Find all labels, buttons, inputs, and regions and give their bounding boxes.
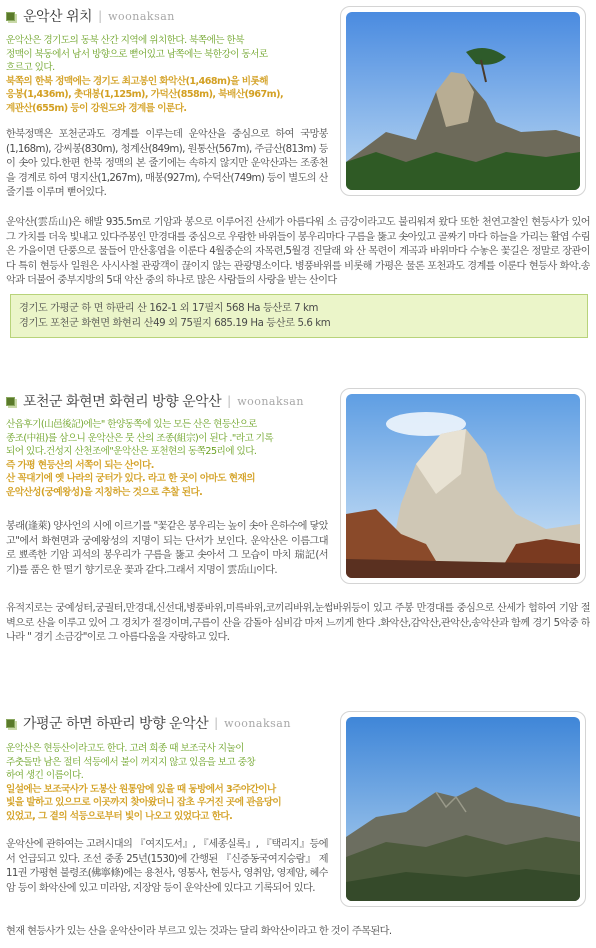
divider: | — [98, 9, 103, 23]
intro-line: 되어 있다.건성지 산천조에"운악산은 포천현의 동쪽25리에 있다. — [6, 446, 257, 458]
intro-text — [6, 418, 306, 500]
body-text: 봉래(逢萊) 양사언의 시에 이르기를 "꽃같은 봉우리는 높이 솟아 은하수에 닿았고"에서 화현면과 궁예왕성의 지명이 되는 단서가 보인다. 운악산은 이름그대로 뾰족한 기암 괴석의 봉우리가 구름을 뚫고 솟아서 그 모습이 마치 瑞記(서기)를 품은 한 떨기 향기로운 꽃과 같다.그래서 지명이 雲岳山이다. — [6, 521, 328, 576]
highlight-line: 북쪽의 한북 정맥에는 경기도 최고봉인 화악산(1,468m)을 비롯해 — [6, 75, 268, 87]
highlight-line: 산 꼭대기에 옛 나라의 궁터가 있다. 라고 한 곳이 아마도 현재의 — [6, 473, 255, 485]
section-title: 운악산 위치 — [23, 9, 93, 25]
highlight-line: 계관산(655m) 등이 강원도와 경계를 이룬다. — [6, 102, 187, 114]
body-text: 운악산에 관하여는 고려시대의 『여지도서』, 『세종실록』, 『택리지』등에서 언급되고 있다. 조선 중종 25년(1530)에 간행된 『신증동국여지승람』 제11권 가평현 불령조(佛寧條)에는 용천사, 영통사, 현등사, 영취암, 영제암, 혜수암 등이 화악산에 있고 미라암, 지장암 등이 운악산에 있다고 기록되어 있다. — [6, 839, 328, 894]
intro-text — [6, 742, 306, 824]
intro-line: 흐르고 있다. — [6, 62, 55, 74]
section-heading — [6, 713, 291, 733]
intro-line: 운악산은 현등산이라고도 한다. 고려 희종 때 보조국사 지눌이 — [6, 743, 244, 754]
mountain-photo — [340, 388, 586, 584]
divider: | — [214, 716, 219, 730]
intro-line: 하여 생긴 이름이다. — [6, 770, 84, 782]
section-title: 포천군 화현면 화현리 방향 운악산 — [23, 394, 222, 410]
intro-line: 주춧돌만 남은 절터 석등에서 불이 꺼지지 않고 있음을 보고 중창 — [6, 756, 256, 768]
highlight-line: 일설에는 보조국사가 도봉산 원통암에 있을 때 동방에서 3주야간이나 — [6, 783, 276, 795]
intro-line: 정맥이 북동에서 남서 방향으로 뻗어있고 남쪽에는 북한강이 동서로 — [6, 48, 268, 60]
body-text: 한북정맥은 포천군과도 경계를 이루는데 운악산을 중심으로 하여 국망봉(1,168m), 강씨봉(830m), 청계산(849m), 원통산(567m), 주금산(813m) 등이 솟아 있다.한편 한북 정맥의 본 줄기에는 속하지 않지만 운악산과는 조종천을 경계로 하여 명지산(1,267m), 매봉(927m), 수덕산(749m) 등이 별도의 산줄기를 이루며 뻗어있다. — [6, 129, 328, 199]
mountain-photo — [340, 711, 586, 907]
highlight-line: 응봉(1,436m), 촛대봉(1,125m), 가덕산(858m), 북배산(967m), — [6, 89, 284, 101]
section-subtitle: woonaksan — [237, 394, 304, 408]
route-line: 경기도 가평군 하 면 하판리 산 162-1 외 17필지 568 Ha 등산로 7 km — [19, 303, 319, 314]
intro-line: 종조(中祖)를 삼으니 운악산은 뭇 산의 조종(組宗)이 된다 ."라고 기록 — [6, 432, 274, 444]
bullet-icon — [6, 719, 15, 728]
intro-line: 산읍후기(山邑後記)에는" 한양동쪽에 있는 모든 산은 현등산으로 — [6, 419, 257, 430]
route-info-box — [10, 294, 588, 338]
divider: | — [227, 394, 232, 408]
section-subtitle: woonaksan — [224, 716, 291, 730]
highlight-line: 있었고, 그 곁의 석등으로부터 빛이 나오고 있었다고 한다. — [6, 810, 233, 822]
mountain-photo — [340, 6, 586, 196]
body-text-wide: 현재 현등사가 있는 산을 운악산이라 부르고 있는 것과는 달리 화악산이라고 한 것이 주목된다. — [6, 926, 392, 937]
body-text-wide: 운악산(雲岳山)은 해발 935.5m로 기암과 봉으로 이루어진 산세가 아름다워 소 금강이라고도 불리워져 왔다 또한 천연고찰인 현등사가 있어 그 가치를 더욱 빛내고 있다주봉인 만경대를 중심으로 우람한 바위들이 봉우리마다 구름을 뚫고 솟아있고 골짜기 마다 하늘을 가리는 활엽 수림은 가을이면 단풍으로 물들어 만산홍엽을 이룬다 4월중순의 자목련,5월경 진달래 와 산 목련이 계곡과 바위마다 수놓은 꽃길은 정말로 장관이다 특히 현등사 일원은 사시사철 관광객이 끊이지 않는 관광명소이다. 병풍바위를 비롯해 가평은 물론 포천과도 경계를 이룬다 현등사 화악.송악과 더불어 중부지방의 5대 악산 중의 하나로 많은 사람들의 사랑을 받는 산이다 — [6, 217, 590, 287]
body-text-wide: 유적지로는 궁예성터,궁궐터,만경대,신선대,병풍바위,미륵바위,코끼리바위,눈썹바위등이 있고 주봉 만경대를 중심으로 산세가 험하여 기암 절벽으로 산을 이루고 있어 그 경치가 절경이며,구름이 산을 감돌아 심비감 마저 느끼게 한다 .화악산,감악산,관악산,송악산과 함께 경기 5악중 하나라 " 경기 소금강"이로 그 아름다움을 자랑하고 있다. — [6, 603, 590, 644]
route-line: 경기도 포천군 화현면 화현리 산49 외 75필지 685.19 Ha 등산로 5.6 km — [19, 318, 331, 329]
section-heading — [6, 391, 304, 411]
highlight-line: 운악산성(궁예왕성)을 지칭하는 것으로 추찰 된다. — [6, 486, 203, 498]
section-heading — [6, 6, 175, 26]
bullet-icon — [6, 12, 15, 21]
highlight-line: 빛을 발하고 있으므로 이곳까지 찾아왔더니 잡초 우거진 곳에 관음당이 — [6, 797, 282, 809]
section-subtitle: woonaksan — [108, 9, 175, 23]
intro-text — [6, 34, 306, 116]
bullet-icon — [6, 397, 15, 406]
intro-line: 운악산은 경기도의 동북 산간 지역에 위치한다. 북쪽에는 한북 — [6, 35, 244, 46]
section-title: 가평군 하면 하판리 방향 운악산 — [23, 716, 209, 732]
highlight-line: 즉 가평 현등산의 서쪽이 되는 산이다. — [6, 459, 154, 471]
